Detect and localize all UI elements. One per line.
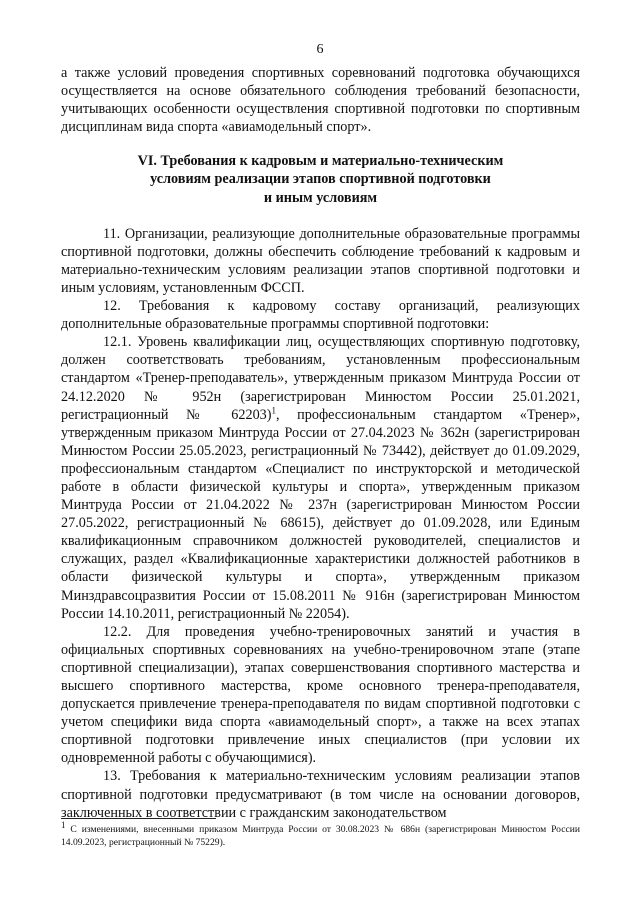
document-body xyxy=(61,64,580,822)
footnote-reference: 1 xyxy=(271,404,276,415)
paragraph-12-2: 12.2. Для проведения учебно-тренировочных занятий и участия в официальных спортивных соревнованиях на учебно-тренировочном этапе (этапе спортивной специализации), этапах совершенствования спортивного мастерства и высшего спортивного мастерства, кроме основного тренера-преподавателя, допускается привлечение тренера-преподавателя по видам спортивной подготовки с учетом специфики вида спорта «авиамодельный спорт», а также на всех этапах спортивной подготовки привлечение иных специалистов (при условии их одновременной работы с обучающимися). xyxy=(61,623,580,767)
paragraph-12-1-part-a: 12.1. Уровень квалификации лиц, осуществляющих спортивную подготовку, должен соответствовать требованиям, установленным профессиональным стандартом «Тренер-преподаватель», утвержденным приказом Минтруда России от 24.12.2020 № 952н (зарегистрирован Минюстом России 25.01.2021, регистрационный № 62203) xyxy=(61,334,580,423)
section-heading-line-3: и иным условиям xyxy=(263,189,378,206)
intro-paragraph: а также условий проведения спортивных соревнований подготовка обучающихся осуществляется на основе обязательного соблюдения требований безопасности, учитывающих особенности осуществления спортивной подготовки по спортивным дисциплинам вида спорта «авиамодельный спорт». xyxy=(61,65,580,136)
section-heading-line-1: VI. Требования к кадровым и материально-техническим xyxy=(137,153,504,170)
paragraph-12: 12. Требования к кадровому составу организаций, реализующих дополнительные образовательные программы спортивной подготовки: xyxy=(61,298,580,333)
page-number: 6 xyxy=(316,42,324,57)
paragraph-12-1-part-b: , профессиональным стандартом «Тренер», утвержденным приказом Минтруда России от 27.04.2023 № 362н (зарегистрирован Минюстом России 25.05.2023, регистрационный № 73442), действует до 01.09.2029, профессиональным стандартом «Специалист по инструкторской и методической работе в области физической культуры и спорта», утвержденным приказом Минтруда России от 21.04.2022 № 237н (зарегистрирован Минюстом России 27.05.2022, регистрационный № 68615), действует до 01.09.2028, или Единым квалификационным справочником должностей руководителей, специалистов и служащих, раздел «Квалификационные характеристики должностей работников в области физической культуры и спорта», утвержденным приказом Минздравсоцразвития России от 15.08.2011 № 916н (зарегистрирован Минюстом России 14.10.2011, регистрационный № 22054). xyxy=(61,406,581,622)
section-heading-line-2: условиям реализации этапов спортивной подготовки xyxy=(150,171,491,188)
paragraph-11: 11. Организации, реализующие дополнительные образовательные программы спортивной подготовки, должны обеспечить соблюдение требований к кадровым и материально-техническим условиям реализации этапов спортивной подготовки и иным условиям, установленным ФССП. xyxy=(61,225,580,296)
paragraph-13: 13. Требования к материально-техническим условиям реализации этапов спортивной подготовки предусматривают (в том числе на основании договоров, заключенных в соответствии с гражданским законодательством xyxy=(61,768,580,821)
section-heading xyxy=(61,152,580,206)
footnote-marker: 1 xyxy=(61,819,66,830)
footnote-separator xyxy=(61,818,216,819)
footnote xyxy=(61,819,580,849)
footnote-text: С изменениями, внесенными приказом Минтруда России от 30.08.2023 № 686н (зарегистрирован Минюстом России 14.09.2023, регистрационный № 75229). xyxy=(61,824,580,848)
paragraph-12-1 xyxy=(61,333,580,623)
